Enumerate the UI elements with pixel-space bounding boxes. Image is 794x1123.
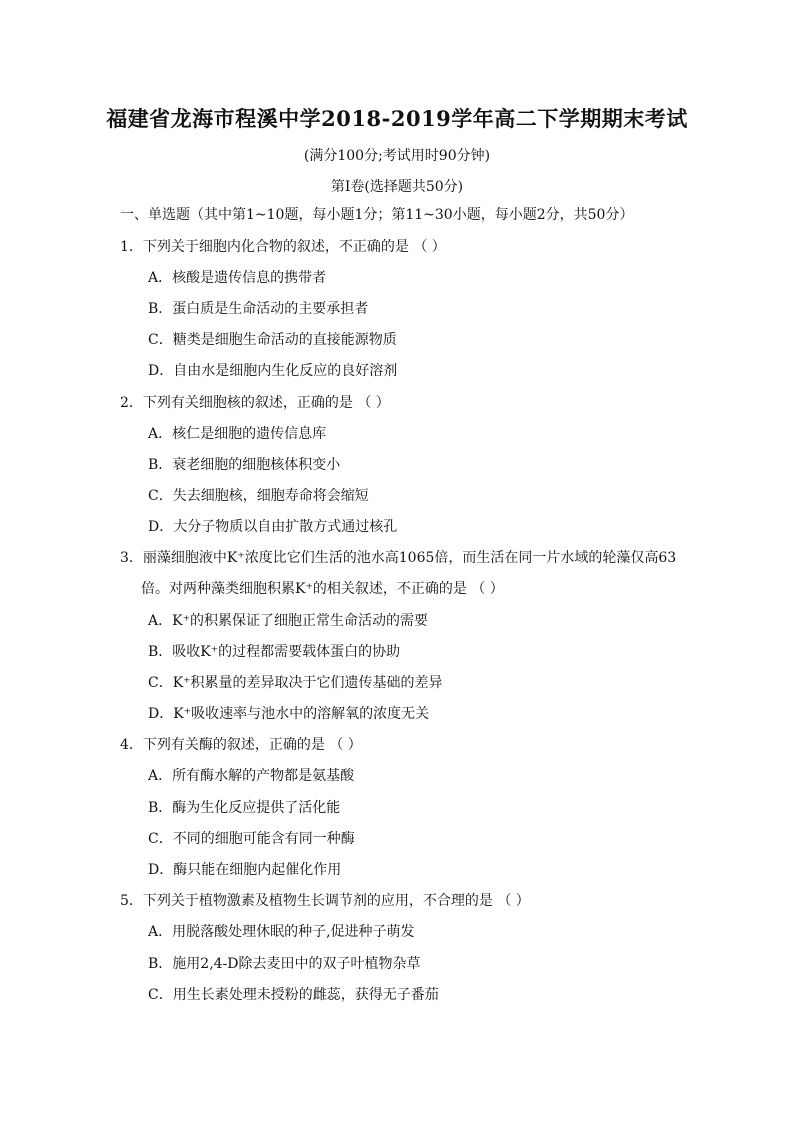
question-4-option-b: B．酶为生化反应提供了活化能 bbox=[148, 800, 341, 816]
question-2-option-b: B．衰老细胞的细胞核体积变小 bbox=[148, 457, 341, 473]
question-2-option-c: C．失去细胞核，细胞寿命将会缩短 bbox=[148, 488, 369, 504]
question-1-option-c: C．糖类是细胞生命活动的直接能源物质 bbox=[148, 332, 397, 348]
question-1-option-a: A．核酸是遗传信息的携带者 bbox=[148, 270, 327, 286]
question-4-stem: 4．下列有关酶的叙述，正确的是 （ ） bbox=[120, 737, 362, 753]
question-1-stem: 1．下列关于细胞内化合物的叙述，不正确的是 （ ） bbox=[120, 239, 446, 255]
exam-title: 福建省龙海市程溪中学2018-2019学年高二下学期期末考试 bbox=[106, 106, 688, 131]
question-2-stem: 2．下列有关细胞核的叙述，正确的是 （ ） bbox=[120, 395, 390, 411]
question-5-option-b: B．施用2,4-D除去麦田中的双子叶植物杂草 bbox=[148, 956, 421, 972]
question-2-option-d: D．大分子物质以自由扩散方式通过核孔 bbox=[148, 519, 398, 535]
section-heading: 一、单选题（其中第1~10题，每小题1分；第11~30小题，每小题2分，共50分） bbox=[120, 207, 634, 223]
question-4-option-c: C．不同的细胞可能含有同一种酶 bbox=[148, 831, 355, 847]
question-5-stem: 5．下列关于植物激素及植物生长调节剂的应用，不合理的是 （ ） bbox=[120, 893, 530, 909]
question-4-option-a: A．所有酶水解的产物都是氨基酸 bbox=[148, 768, 355, 784]
question-5-option-a: A．用脱落酸处理休眠的种子,促进种子萌发 bbox=[148, 924, 415, 940]
question-3-option-b: B．吸收K⁺的过程都需要载体蛋白的协助 bbox=[148, 644, 401, 660]
question-1-option-b: B．蛋白质是生命活动的主要承担者 bbox=[148, 301, 369, 317]
exam-subtitle: (满分100分;考试用时90分钟) bbox=[303, 148, 491, 164]
part-heading: 第Ⅰ卷(选择题共50分) bbox=[330, 179, 464, 195]
question-3-option-a: A．K⁺的积累保证了细胞正常生命活动的需要 bbox=[148, 613, 428, 629]
question-3-option-c: C．K⁺积累量的差异取决于它们遗传基础的差异 bbox=[148, 675, 443, 691]
question-3-option-d: D．K⁺吸收速率与池水中的溶解氧的浓度无关 bbox=[148, 706, 430, 722]
question-2-option-a: A．核仁是细胞的遗传信息库 bbox=[148, 426, 327, 442]
question-3-stem: 3．丽藻细胞液中K⁺浓度比它们生活的池水高1065倍，而生活在同一片水域的轮藻仅高63 bbox=[120, 550, 677, 566]
question-3-stem-continued: 倍。对两种藻类细胞积累K⁺的相关叙述，不正确的是 （ ） bbox=[141, 581, 504, 597]
question-5-option-c: C．用生长素处理未授粉的雌蕊，获得无子番茄 bbox=[148, 987, 439, 1003]
question-4-option-d: D．酶只能在细胞内起催化作用 bbox=[148, 862, 342, 878]
question-1-option-d: D．自由水是细胞内生化反应的良好溶剂 bbox=[148, 363, 398, 379]
